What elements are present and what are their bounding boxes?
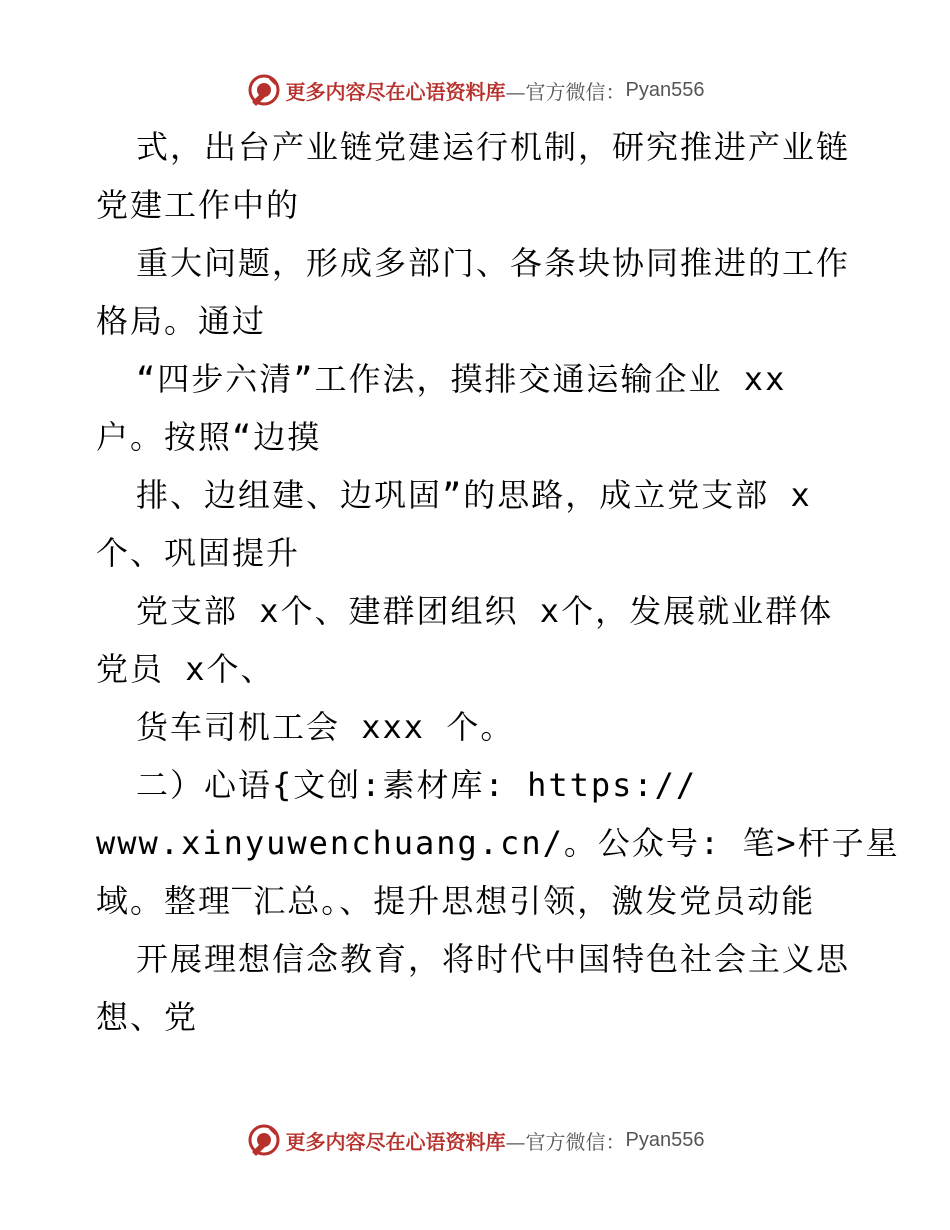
body-line: 想、党 <box>96 998 199 1036</box>
body-line: 个、巩固提升 <box>96 534 301 572</box>
body-line: 党建工作中的 <box>96 186 301 224</box>
body-line: 重大问题，形成多部门、各条块协同推进的工作 <box>136 244 851 282</box>
body-line: 域。整理‾汇总。、提升思想引领，激发党员动能 <box>96 882 816 920</box>
body-line: www.xinyuwenchuang.cn/。公众号: 笔>杆子星 <box>96 824 900 862</box>
body-line: 户。按照“边摸 <box>96 418 322 456</box>
body-line: 党支部 x个、建群团组织 x个，发展就业群体 <box>136 592 834 630</box>
footer-watermark-banner <box>0 1120 950 1160</box>
pen-logo-icon <box>246 72 282 108</box>
banner-wechat-id: Pyan556 <box>625 1128 705 1151</box>
body-line: 格局。通过 <box>96 302 267 340</box>
body-line: 二）心语{文创:素材库: https:// <box>136 766 698 804</box>
banner-library-text: 更多内容尽在心语资料库 <box>285 1129 506 1154</box>
banner-library-text: 更多内容尽在心语资料库 <box>285 79 506 104</box>
header-watermark-banner <box>0 70 950 110</box>
banner-wechat-label: —官方微信： <box>505 1129 626 1154</box>
body-line: “四步六清”工作法，摸排交通运输企业 xx <box>136 360 787 398</box>
body-line: 党员 x个、 <box>96 650 275 688</box>
banner-wechat-label: —官方微信： <box>505 79 626 104</box>
body-line: 开展理想信念教育，将时代中国特色社会主义思 <box>136 940 851 978</box>
body-line: 货车司机工会 xxx 个。 <box>136 708 515 746</box>
body-line: 排、边组建、边巩固”的思路，成立党支部 x <box>136 476 812 514</box>
banner-wechat-id: Pyan556 <box>625 78 705 101</box>
body-line: 式，出台产业链党建运行机制，研究推进产业链 <box>136 128 851 166</box>
pen-logo-icon <box>246 1122 282 1158</box>
